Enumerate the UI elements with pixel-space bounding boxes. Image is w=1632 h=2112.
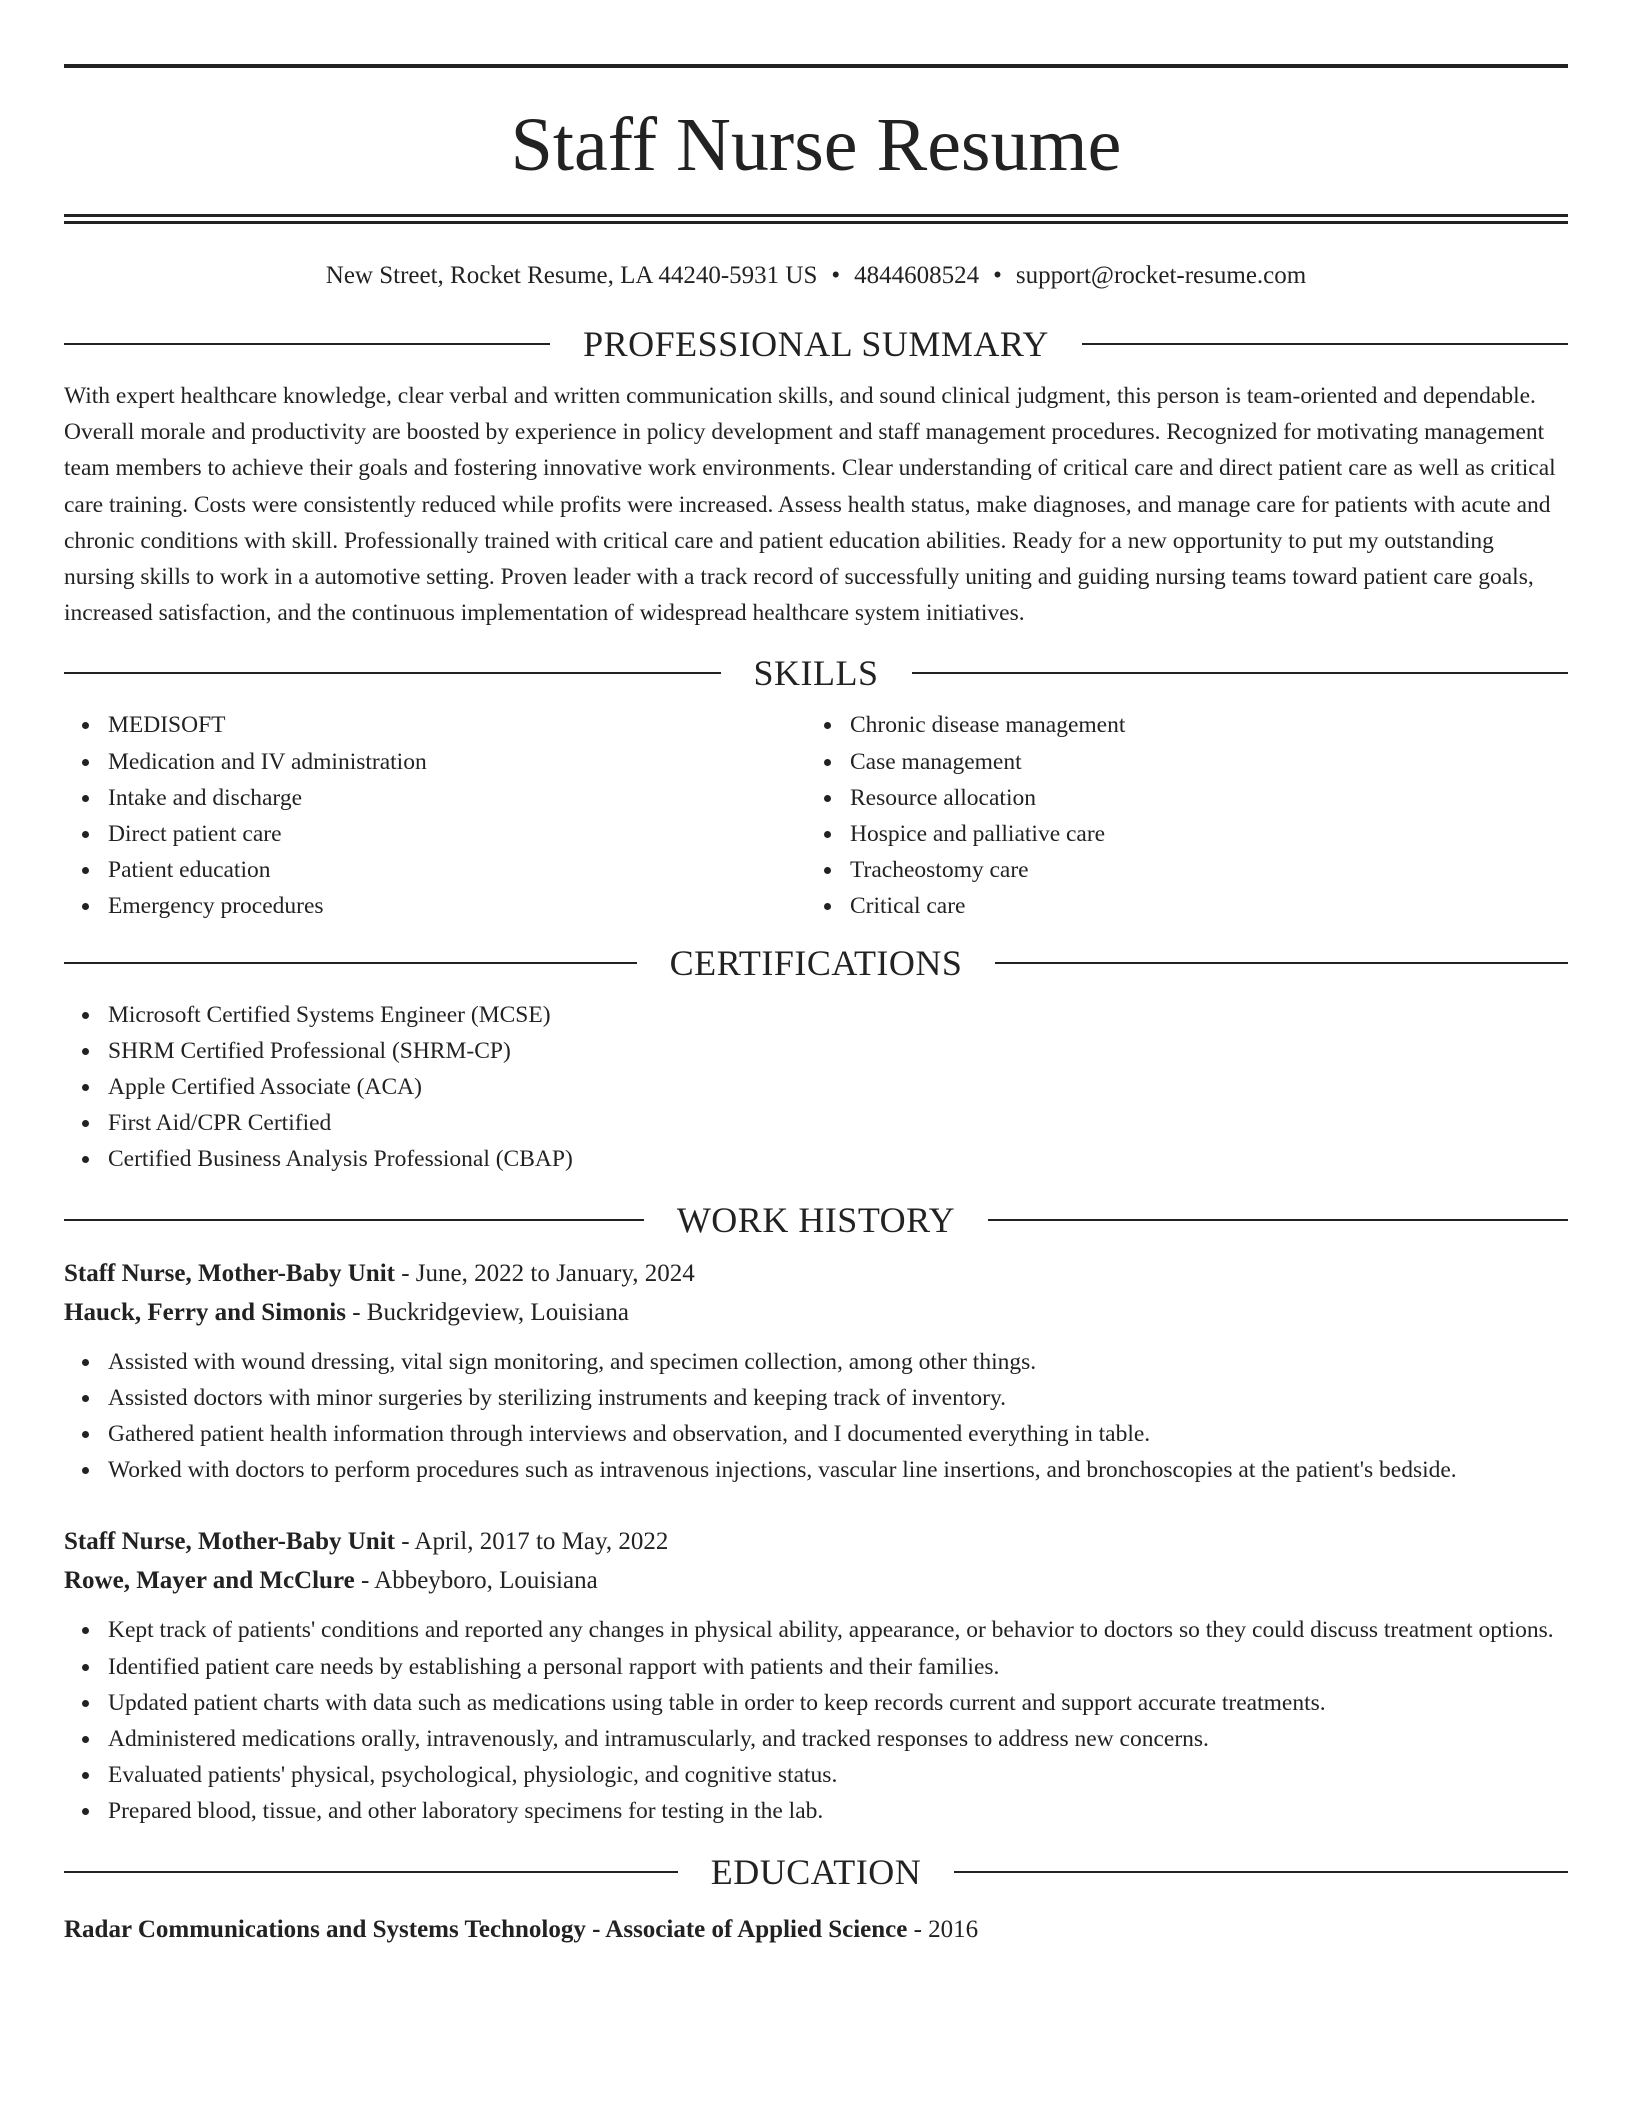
education-year: - 2016 bbox=[907, 1915, 979, 1943]
heading-rule-right bbox=[954, 1871, 1568, 1873]
education-school: Radar Communications and Systems Technology - Associate of Applied Science bbox=[64, 1915, 908, 1943]
skill-item: Hospice and palliative care bbox=[850, 816, 1548, 852]
certification-item: First Aid/CPR Certified bbox=[108, 1105, 1568, 1141]
job-location: - Buckridgeview, Louisiana bbox=[345, 1298, 630, 1326]
education-entry bbox=[64, 1910, 1568, 1949]
summary-heading-label: PROFESSIONAL SUMMARY bbox=[583, 324, 1049, 364]
skills-heading-label: SKILLS bbox=[753, 653, 879, 694]
job-duty-item: Kept track of patients' conditions and reported any changes in physical ability, appearance, or behavior to doctors so they could discuss treatment options. bbox=[108, 1612, 1568, 1648]
job-entry bbox=[64, 1254, 1568, 1489]
contact-separator: • bbox=[831, 262, 841, 289]
heading-rule-left bbox=[64, 1871, 678, 1873]
job-dates: - June, 2022 to January, 2024 bbox=[394, 1259, 695, 1287]
summary-text: With expert healthcare knowledge, clear verbal and written communication skills, and sound clinical judgment, this person is team-oriented and dependable. Overall morale and productivity are boosted by experience in policy development and staff management procedures. Recognized for motivating management team members to achieve their goals and fostering innovative work environments. Clear understanding of critical care and direct patient care as well as critical care training. Costs were consistently reduced while profits were increased. Assess health status, make diagnoses, and manage care for patients with acute and chronic conditions with skill. Professionally trained with critical care and patient education abilities. Ready for a new opportunity to put my outstanding nursing skills to work in a automotive setting. Proven leader with a track record of successfully uniting and guiding nursing teams toward patient care goals, increased satisfaction, and the continuous implementation of widespread healthcare system initiatives. bbox=[64, 383, 1556, 627]
contact-line bbox=[64, 260, 1568, 292]
summary-heading bbox=[64, 322, 1568, 366]
job-location: - Abbeyboro, Louisiana bbox=[354, 1567, 598, 1595]
job-duty-item: Administered medications orally, intravenously, and intramuscularly, and tracked responses to address new concerns. bbox=[108, 1721, 1568, 1757]
job-role: Staff Nurse, Mother-Baby Unit bbox=[64, 1528, 395, 1556]
skills-grid bbox=[64, 707, 1568, 924]
job-duty-item: Identified patient care needs by establishing a personal rapport with patients and their families. bbox=[108, 1649, 1568, 1685]
education-heading-label: EDUCATION bbox=[710, 1851, 922, 1892]
job-duty-item: Assisted doctors with minor surgeries by sterilizing instruments and keeping track of inventory. bbox=[108, 1380, 1568, 1416]
skill-item: Chronic disease management bbox=[850, 707, 1548, 743]
skills-column-right bbox=[806, 707, 1548, 924]
job-company: Hauck, Ferry and Simonis bbox=[64, 1298, 346, 1326]
job-title-line bbox=[64, 1254, 1568, 1293]
education-heading bbox=[64, 1850, 1568, 1894]
heading-rule-right bbox=[995, 962, 1568, 964]
skill-item: Medication and IV administration bbox=[108, 744, 806, 780]
job-duty-item: Prepared blood, tissue, and other laboratory specimens for testing in the lab. bbox=[108, 1793, 1568, 1829]
skill-item: Intake and discharge bbox=[108, 780, 806, 816]
work-heading bbox=[64, 1198, 1568, 1242]
skill-item: Tracheostomy care bbox=[850, 852, 1548, 888]
job-duty-item: Updated patient charts with data such as medications using table in order to keep records current and support accurate treatments. bbox=[108, 1685, 1568, 1721]
certifications-heading-label: CERTIFICATIONS bbox=[669, 942, 963, 983]
top-rule bbox=[64, 64, 1568, 68]
contact-separator: • bbox=[993, 262, 1002, 289]
job-duties-list bbox=[64, 1612, 1568, 1829]
certification-item: Certified Business Analysis Professional (CBAP) bbox=[108, 1141, 1568, 1177]
job-company-line bbox=[64, 1561, 1568, 1600]
contact-phone: 4844608524 bbox=[854, 262, 980, 289]
certifications-heading bbox=[64, 941, 1568, 985]
heading-rule-right bbox=[988, 1219, 1568, 1221]
certification-item: Apple Certified Associate (ACA) bbox=[108, 1069, 1568, 1105]
job-title-line bbox=[64, 1522, 1568, 1561]
heading-rule-left bbox=[64, 1219, 644, 1221]
skill-item: Resource allocation bbox=[850, 780, 1548, 816]
heading-rule-left bbox=[64, 343, 550, 345]
contact-email: support@rocket-resume.com bbox=[1015, 262, 1307, 289]
title-double-rule bbox=[64, 214, 1568, 224]
skill-item: Case management bbox=[850, 744, 1548, 780]
certification-item: SHRM Certified Professional (SHRM-CP) bbox=[108, 1033, 1568, 1069]
heading-rule-right bbox=[1082, 343, 1568, 345]
certification-item: Microsoft Certified Systems Engineer (MCSE) bbox=[108, 997, 1568, 1033]
job-entry bbox=[64, 1522, 1568, 1829]
work-heading-label: WORK HISTORY bbox=[676, 1199, 956, 1240]
heading-rule-left bbox=[64, 672, 721, 674]
skill-item: Direct patient care bbox=[108, 816, 806, 852]
job-duties-list bbox=[64, 1344, 1568, 1489]
skills-heading bbox=[64, 651, 1568, 695]
resume-page bbox=[64, 64, 1568, 1949]
job-duty-item: Worked with doctors to perform procedures such as intravenous injections, vascular line insertions, and bronchoscopies at the patient's bedside. bbox=[108, 1452, 1568, 1488]
skills-list-right bbox=[806, 707, 1548, 924]
heading-rule-right bbox=[912, 672, 1569, 674]
job-company-line bbox=[64, 1293, 1568, 1332]
page-title: Staff Nurse Resume bbox=[510, 103, 1122, 187]
skills-list-left bbox=[64, 707, 806, 924]
job-dates: - April, 2017 to May, 2022 bbox=[394, 1528, 669, 1556]
skill-item: Critical care bbox=[850, 888, 1548, 924]
certifications-list bbox=[64, 997, 1568, 1178]
heading-rule-left bbox=[64, 962, 637, 964]
contact-address: New Street, Rocket Resume, LA 44240-5931 US bbox=[325, 262, 818, 289]
skill-item: Patient education bbox=[108, 852, 806, 888]
skills-column-left bbox=[64, 707, 806, 924]
job-duty-item: Gathered patient health information through interviews and observation, and I documented everything in table. bbox=[108, 1416, 1568, 1452]
job-role: Staff Nurse, Mother-Baby Unit bbox=[64, 1259, 395, 1287]
job-duty-item: Assisted with wound dressing, vital sign monitoring, and specimen collection, among other things. bbox=[108, 1344, 1568, 1380]
skill-item: Emergency procedures bbox=[108, 888, 806, 924]
skill-item: MEDISOFT bbox=[108, 707, 806, 743]
job-duty-item: Evaluated patients' physical, psychological, physiologic, and cognitive status. bbox=[108, 1757, 1568, 1793]
job-company: Rowe, Mayer and McClure bbox=[64, 1567, 355, 1595]
